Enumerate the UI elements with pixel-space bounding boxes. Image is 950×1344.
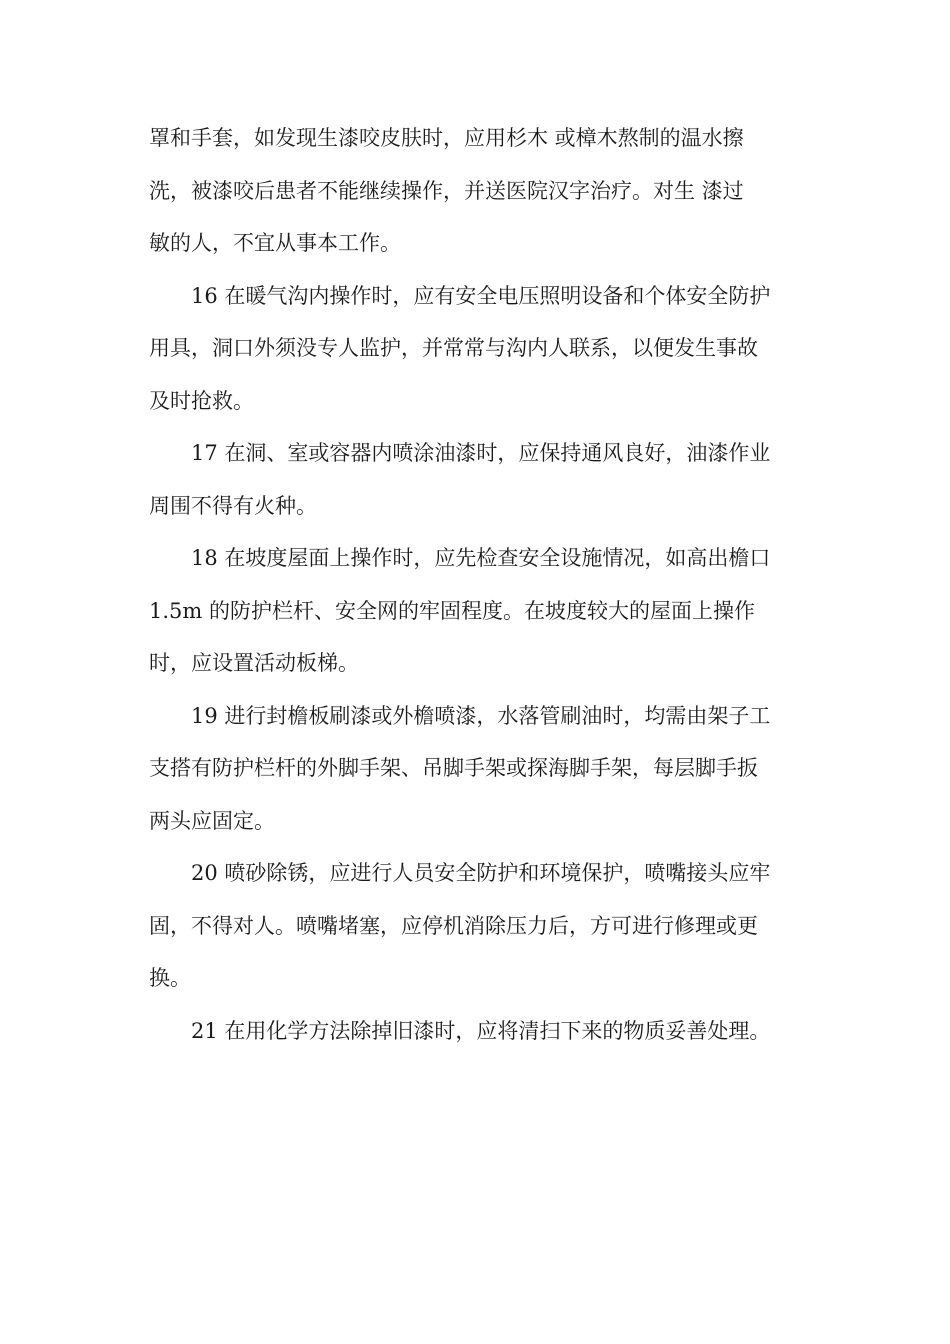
paragraph-item-21 [149,1005,809,1058]
paragraph-line: 两头应固定。 [149,808,275,833]
paragraph-line: 1.5m 的防护栏杆、安全网的牢固程度。在坡度较大的屋面上操作 [149,598,755,623]
paragraph-item-17 [149,427,809,532]
paragraph-item-16 [149,270,809,428]
paragraph-line: 16 在暖气沟内操作时，应有安全电压照明设备和个体安全防护 [191,283,771,308]
paragraph-line: 用具，洞口外须没专人监护，并常常与沟内人联系，以便发生事故 [149,336,758,360]
paragraph-line: 敏的人，不宜从事本工作。 [149,231,401,255]
paragraph-item-19 [149,690,809,848]
paragraph-continued [149,112,809,270]
paragraph-line: 罩和手套，如发现生漆咬皮肤时，应用杉木 或樟木熬制的温水擦 [149,126,744,150]
paragraph-item-18 [149,532,809,690]
paragraph-line: 周围不得有火种。 [149,493,317,518]
paragraph-line: 时，应设置活动板梯。 [149,651,359,675]
paragraph-line: 19 进行封檐板刷漆或外檐喷漆，水落管刷油时，均需由架子工 [191,703,771,728]
paragraph-line: 换。 [149,966,191,990]
paragraph-item-20 [149,847,809,1005]
paragraph-line: 支搭有防护栏杆的外脚手架、吊脚手架或探海脚手架，每层脚手扳 [149,756,758,780]
document-body [149,112,809,1057]
paragraph-line: 21 在用化学方法除掉旧漆时，应将清扫下来的物质妥善处理。 [191,1018,771,1043]
paragraph-line: 20 喷砂除锈，应进行人员安全防护和环境保护，喷嘴接头应牢 [191,861,771,885]
paragraph-line: 18 在坡度屋面上操作时，应先检查安全设施情况，如高出檐口 [191,546,771,570]
paragraph-line: 洗，被漆咬后患者不能继续操作，并送医院汉字治疗。对生 漆过 [149,178,744,203]
paragraph-line: 及时抢救。 [149,388,254,413]
paragraph-line: 固，不得对人。喷嘴堵塞，应停机消除压力后，方可进行修理或更 [149,913,758,938]
paragraph-line: 17 在洞、室或容器内喷涂油漆时，应保持通风良好，油漆作业 [191,441,771,465]
